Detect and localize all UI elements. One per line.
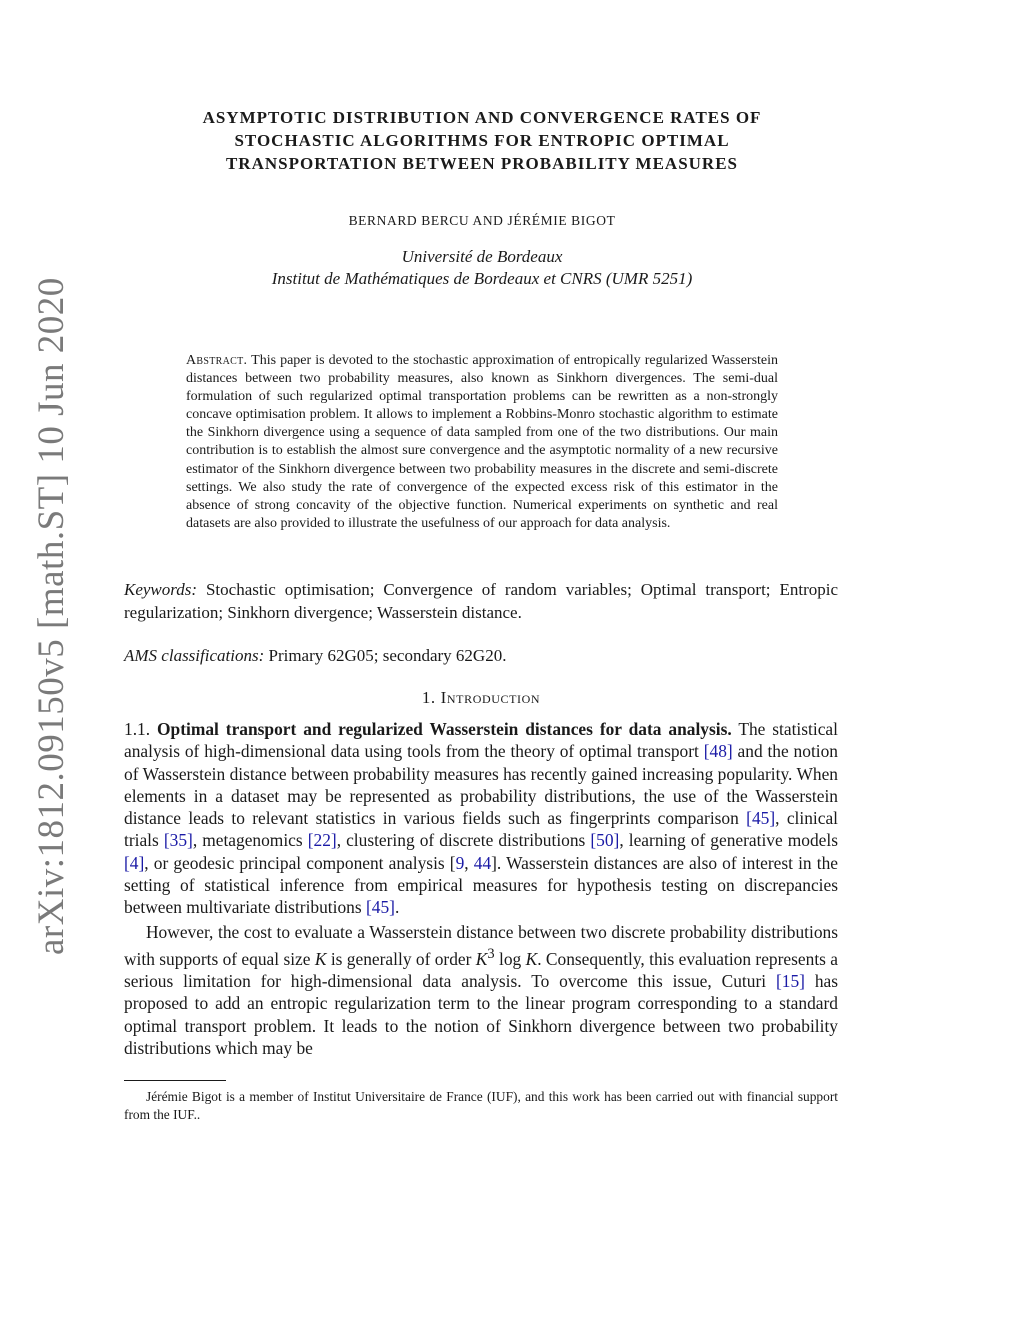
subsection-title: Optimal transport and regularized Wasserstein distances for data analysis. (157, 719, 732, 739)
affiliation-line-1: Université de Bordeaux (401, 247, 563, 266)
text-run: , (464, 852, 474, 873)
citation-link[interactable]: [35] (163, 830, 193, 851)
footnote (124, 1088, 838, 1124)
subsection-number: 1.1. (124, 719, 151, 739)
ams-text: Primary 62G05; secondary 62G20. (268, 646, 507, 665)
text-run: . Consequently, this evaluation represents a serious limitation for high-dimensional data analysis. To overcome this issue, Cuturi (124, 948, 839, 992)
text-run: has proposed to add an entropic regularization term to the linear program corresponding to a standard optimal transport problem. It leads to the notion of Sinkhorn divergence between two probability distributions which may be (124, 971, 838, 1058)
citation-link[interactable]: [50] (590, 830, 620, 851)
authors: BERNARD BERCU AND JÉRÉMIE BIGOT (348, 213, 616, 228)
text-run: is generally of order (326, 948, 476, 969)
math-variable: K (314, 948, 327, 969)
arxiv-identifier: arXiv:1812.09150v5 [math.ST] 10 Jun 2020 (31, 277, 72, 955)
text-run: However, the cost to evaluate a Wasserstein distance between two discrete probability distributions with supports of equal size (124, 921, 838, 969)
text-run: , clinical trials (124, 808, 839, 851)
ams-classifications (124, 645, 838, 667)
title-line-1: ASYMPTOTIC DISTRIBUTION AND CONVERGENCE RATES OF (202, 108, 762, 127)
section-number: 1. (421, 688, 436, 707)
citation-link[interactable]: [15] (775, 971, 805, 992)
text-run: , clustering of discrete distributions (336, 830, 591, 851)
body-text (124, 718, 838, 1059)
citation-link[interactable]: [45] (746, 808, 776, 829)
paper-title (120, 106, 844, 175)
abstract-label: Abstract. (186, 353, 248, 368)
affiliation-line-2: Institut de Mathématiques de Bordeaux et CNRS (UMR 5251) (271, 269, 693, 288)
text-run: , metagenomics (192, 830, 308, 851)
footnote-text: Jérémie Bigot is a member of Institut Universitaire de France (IUF), and this work has been carried out with financial support from the IUF.. (124, 1089, 838, 1122)
abstract-text: This paper is devoted to the stochastic approximation of entropically regularized Wasserstein distances between two probability measures, also known as Sinkhorn divergences. The semi-dual formulation of such regularized optimal transportation problems can be rewritten as a non-strongly concave optimisation problem. It allows to implement a Robbins-Monro stochastic algorithm to estimate the Sinkhorn divergence using a sequence of data sampled from one of the two distributions. Our main contribution is to establish the almost sure convergence and the asymptotic normality of a new recursive estimator of the Sinkhorn divergence between two probability measures in the discrete and semi-discrete settings. We also study the rate of convergence of the expected excess risk of this estimator in the absence of strong concavity of the objective function. Numerical experiments on synthetic and real datasets are also provided to illustrate the usefulness of our approach for data analysis. (186, 353, 779, 531)
keywords-label: Keywords: (124, 580, 198, 599)
section-heading (124, 688, 838, 708)
ams-label: AMS classifications: (124, 646, 265, 665)
paragraph-2 (124, 921, 838, 1060)
citation-link[interactable]: [45] (365, 897, 395, 918)
keywords (124, 579, 838, 624)
title-line-2: STOCHASTIC ALGORITHMS FOR ENTROPIC OPTIMAL (234, 131, 730, 150)
math-log: log (494, 948, 526, 969)
math-variable: K (525, 948, 538, 969)
paragraph-1 (124, 718, 838, 919)
text-run: . (394, 897, 400, 918)
abstract (186, 352, 778, 533)
keywords-text: Stochastic optimisation; Convergence of random variables; Optimal transport; Entropic regularization; Sinkhorn divergence; Wasserstein distance. (124, 580, 838, 622)
citation-link[interactable]: 44 (473, 852, 492, 873)
citation-link[interactable]: [48] (703, 741, 733, 762)
text-run: and the notion of Wasserstein distance between probability measures has recently gained increasing popularity. When elements in a dataset may be represented as probability distributions, the use of the Wasserstein distance leads to relevant statistics in various fields such as fingerprints comparison (124, 741, 839, 829)
math-exponent: 3 (487, 945, 495, 962)
citation-link[interactable]: [4] (124, 852, 145, 873)
text-run: , learning of generative models (619, 830, 839, 851)
section-title: Introduction (440, 688, 541, 707)
citation-link[interactable]: [22] (307, 830, 337, 851)
title-line-3: TRANSPORTATION BETWEEN PROBABILITY MEASURES (225, 154, 739, 173)
footnote-rule (124, 1080, 226, 1081)
affiliation (120, 246, 844, 290)
math-variable: K (475, 948, 488, 969)
text-run: The statistical analysis of high-dimensional data using tools from the theory of optimal transport (124, 719, 838, 762)
text-run: ]. Wasserstein distances are also of interest in the setting of statistical inference from empirical measures for hypothesis testing on discrepancies between multivariate distributions (124, 852, 838, 918)
text-run: , or geodesic principal component analysis [ (144, 852, 456, 873)
citation-link[interactable]: 9 (455, 852, 465, 873)
